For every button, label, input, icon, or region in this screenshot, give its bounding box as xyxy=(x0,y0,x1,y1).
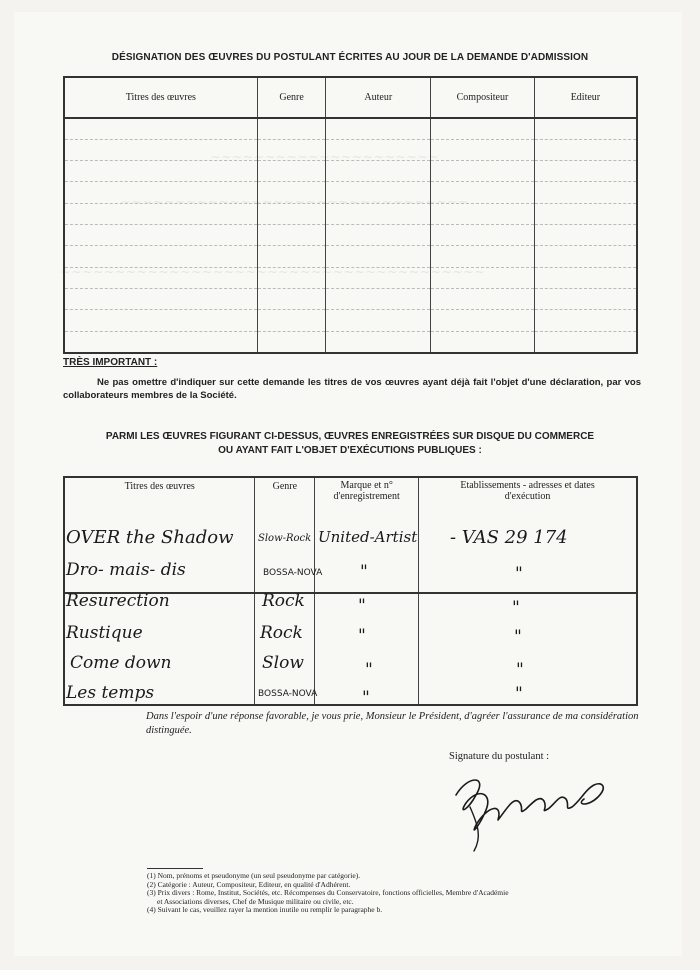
ditto-mark: " xyxy=(512,598,520,618)
show-through-text: ~~~~~~~~~~~~~~~~~~~~~~~~~~~~~~~~ xyxy=(120,195,469,210)
footnotes xyxy=(147,872,647,915)
section2-title-line1: PARMI LES ŒUVRES FIGURANT CI-DESSUS, ŒUVRES ENREGISTRÉES SUR DISQUE DU COMMERCE xyxy=(105,431,595,442)
ditto-mark: " xyxy=(358,626,366,646)
table-row xyxy=(64,331,637,353)
col-header-genre: Genre xyxy=(255,477,315,593)
footnote-3-cont: et Associations diverses, Chef de Musique militaire ou civile, etc. xyxy=(157,896,354,906)
footnote-2: (2) Catégorie : Auteur, Compositeur, Editeur, en qualité d'Adhérent. xyxy=(147,879,351,889)
footnote-3: (3) Prix divers : Rome, Institut, Sociétés, etc. Récompenses du Conservatoire, fonctions officielles, Membre d'Académie xyxy=(147,888,509,898)
col-header-compositeur: Compositeur xyxy=(431,77,535,118)
show-through-text: ~~~~~~~~~~~~~~~~~~~~~~~~~~~~~~~~~~~~~~~ xyxy=(60,265,485,280)
handwritten-genre: Rock xyxy=(262,591,305,611)
important-title: TRÈS IMPORTANT : xyxy=(63,357,158,368)
show-through-text: ~~~~~~~~~~~~~~~~~~~~~ xyxy=(210,150,439,165)
important-text: Ne pas omettre d'indiquer sur cette demande les titres de vos œuvres ayant déjà fait l'objet d'une déclaration, par vos collaborateurs membres de la Société. xyxy=(63,377,641,401)
handwritten-genre: Slow xyxy=(262,653,304,673)
col-header-editeur: Editeur xyxy=(534,77,637,118)
handwritten-title: Rustique xyxy=(66,623,143,643)
footnote-divider xyxy=(147,868,203,869)
col-header-marque: Marque et n° d'enregistrement xyxy=(315,477,419,593)
handwritten-genre: Rock xyxy=(260,623,303,643)
col-header-titles: Titres des œuvres xyxy=(64,477,255,593)
col-header-auteur: Auteur xyxy=(326,77,431,118)
handwritten-title: Les temps xyxy=(66,683,155,703)
signature-label: Signature du postulant : xyxy=(449,751,550,762)
ditto-mark: " xyxy=(515,684,523,704)
handwritten-title: Resurection xyxy=(66,591,170,611)
handwritten-genre: BOSSA-NOVA xyxy=(258,689,318,699)
table-row xyxy=(64,310,637,331)
footnote-1: (1) Nom, prénoms et pseudonyme (un seul pseudonyme par catégorie). xyxy=(147,871,361,880)
table-row xyxy=(64,203,637,224)
handwritten-title: Come down xyxy=(70,653,172,673)
handwritten-venue: - VAS 29 174 xyxy=(450,527,568,548)
works-table xyxy=(63,76,638,354)
closing-text: Dans l'espoir d'une réponse favorable, je vous prie, Monsieur le Président, d'agréer l'assurance de ma considération distinguée. xyxy=(146,711,639,736)
table-row xyxy=(64,139,637,160)
ditto-mark: " xyxy=(360,562,368,582)
table-row xyxy=(64,118,637,140)
handwritten-label: United-Artist xyxy=(318,528,418,546)
handwritten-title: OVER the Shadow xyxy=(66,527,234,548)
section1-title: DÉSIGNATION DES ŒUVRES DU POSTULANT ÉCRITES AU JOUR DE LA DEMANDE D'ADMISSION xyxy=(111,52,589,63)
col-header-etablissements: Etablissements - adresses et dates d'exécution xyxy=(419,477,637,593)
ditto-mark: " xyxy=(514,627,522,647)
ditto-mark: " xyxy=(516,660,524,680)
table-row xyxy=(64,288,637,309)
table-row xyxy=(64,246,637,267)
handwritten-genre: BOSSA-NOVA xyxy=(263,568,323,578)
ditto-mark: " xyxy=(515,564,523,584)
table-row xyxy=(64,267,637,288)
handwritten-title: Dro- mais- dis xyxy=(66,560,186,580)
handwritten-genre: Slow-Rock xyxy=(258,533,312,544)
footnote-4: (4) Suivant le cas, veuillez rayer la mention inutile ou remplir le paragraphe b. xyxy=(147,905,383,915)
col-header-titles: Titres des œuvres xyxy=(64,77,257,118)
table-row xyxy=(64,182,637,203)
table-row xyxy=(64,225,637,246)
ditto-mark: " xyxy=(365,660,373,680)
handwritten-signature xyxy=(448,765,628,855)
section2-title-line2: OU AYANT FAIT L'OBJET D'EXÉCUTIONS PUBLIQUES : xyxy=(218,445,482,456)
ditto-mark: " xyxy=(362,688,370,708)
table-row xyxy=(64,161,637,182)
col-header-genre: Genre xyxy=(257,77,326,118)
ditto-mark: " xyxy=(358,596,366,616)
